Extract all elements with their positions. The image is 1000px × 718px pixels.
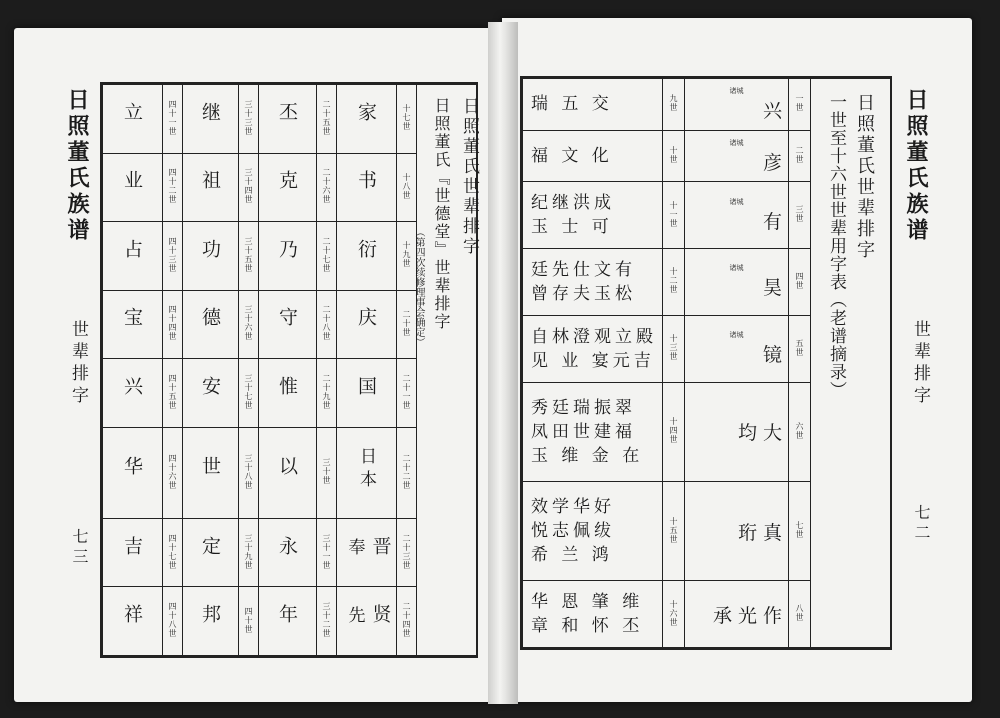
- header-note: （第四次续修理事会确定）: [413, 227, 424, 347]
- early-generation-characters: [685, 96, 788, 123]
- generation-cell: [663, 182, 685, 249]
- generation-cell: [239, 359, 259, 428]
- generation-character: 大: [762, 422, 782, 445]
- generation-character: 昊: [762, 277, 782, 300]
- generation-characters: 庆: [355, 307, 377, 337]
- origin-note: 诸城: [729, 86, 744, 95]
- generation-cell: [663, 315, 685, 382]
- character-cell: [183, 359, 239, 428]
- character-cell: [259, 518, 317, 587]
- right-generation-table: [522, 78, 891, 648]
- generation-cell: [397, 359, 417, 428]
- character-cell: [259, 427, 317, 518]
- generation-cell: [239, 427, 259, 518]
- early-generation-characters: [685, 207, 788, 234]
- generation-characters: 克: [276, 170, 298, 200]
- early-generation-characters: [685, 273, 788, 300]
- generation-label: 二十三世: [402, 533, 411, 570]
- generation-label: 十三世: [669, 334, 678, 362]
- generation-cell: [317, 587, 337, 656]
- note-cell: [685, 79, 789, 131]
- generation-characters: 德: [199, 307, 221, 337]
- generation-label: 一世: [795, 94, 804, 113]
- character-cell: [337, 518, 397, 587]
- right-side-subtitle: 世辈排字: [910, 320, 930, 408]
- generation-characters: 瑞 五 交: [531, 94, 613, 115]
- generation-cell: [317, 290, 337, 359]
- character-cell: [337, 222, 397, 291]
- generation-cell: [239, 153, 259, 222]
- generation-characters: 章 和 怀 丕: [531, 616, 644, 637]
- generation-cell: [663, 130, 685, 182]
- character-cell: [183, 222, 239, 291]
- generation-character: 兴: [762, 99, 782, 122]
- generation-characters: 宝: [121, 307, 143, 337]
- generation-characters: 效学华好: [531, 497, 615, 518]
- character-cell: [259, 85, 317, 154]
- generation-character: 均: [737, 422, 757, 445]
- generation-cell: [397, 153, 417, 222]
- generation-cell: [163, 427, 183, 518]
- left-side-subtitle: 世辈排字: [68, 320, 88, 408]
- generation-cell: [789, 382, 811, 481]
- generation-cell: [317, 518, 337, 587]
- generation-cell: [239, 290, 259, 359]
- generation-cell: [317, 427, 337, 518]
- generation-label: 二世: [795, 146, 804, 165]
- note-cell: [685, 315, 789, 382]
- generation-cell: [789, 182, 811, 249]
- generation-label: 二十八世: [322, 305, 331, 342]
- character-cell: [103, 359, 163, 428]
- generation-cell: [789, 581, 811, 648]
- generation-cell: [789, 249, 811, 316]
- generation-label: 四世: [795, 271, 804, 290]
- character-cell: [523, 481, 663, 580]
- character-cell: [103, 518, 163, 587]
- generation-characters: 见 业 宴元吉: [531, 350, 655, 371]
- generation-cell: [663, 79, 685, 131]
- generation-label: 五世: [795, 338, 804, 357]
- generation-label: 二十七世: [322, 236, 331, 273]
- origin-note: 诸城: [729, 138, 744, 147]
- generation-characters: 华: [121, 455, 143, 485]
- generation-characters-alt: 先: [344, 606, 365, 634]
- generation-label: 三十六世: [244, 305, 253, 342]
- generation-cell: [663, 481, 685, 580]
- generation-label: 四十二世: [168, 168, 177, 205]
- header-main: 日照董氏世辈排字: [854, 93, 875, 261]
- generation-label: 三十二世: [322, 602, 331, 639]
- generation-character: 光: [737, 604, 757, 627]
- generation-characters: 华 恩 肇 维: [531, 592, 644, 613]
- generation-character: 真: [762, 521, 782, 544]
- left-side-title: 日照董氏族谱: [64, 88, 90, 244]
- generation-label: 二十六世: [322, 168, 331, 205]
- generation-characters: 国: [355, 375, 377, 405]
- generation-cell: [163, 85, 183, 154]
- generation-cell: [789, 481, 811, 580]
- character-cell: [337, 587, 397, 656]
- generation-label: 四十一世: [168, 99, 177, 136]
- early-generation-characters: [685, 601, 788, 628]
- generation-characters: 功: [199, 238, 221, 268]
- generation-characters: 曾存夫玉松: [531, 283, 636, 304]
- generation-cell: [397, 427, 417, 518]
- generation-label: 十八世: [402, 172, 411, 200]
- character-cell: [103, 153, 163, 222]
- left-page-number: 七三: [70, 528, 89, 568]
- origin-note: 诸城: [729, 331, 744, 340]
- generation-label: 十一世: [669, 200, 678, 228]
- generation-label: 四十三世: [168, 236, 177, 273]
- generation-characters: 希 兰 鸿: [531, 545, 613, 566]
- generation-characters: 守: [276, 307, 298, 337]
- generation-label: 三世: [795, 205, 804, 224]
- generation-characters: 定: [199, 535, 221, 565]
- character-cell: [103, 85, 163, 154]
- generation-characters: 占: [121, 238, 143, 268]
- table-row: [523, 79, 891, 131]
- early-generation-characters: [685, 418, 788, 445]
- header-sub: 一世至十六世世辈用字表（老谱摘录）: [826, 93, 846, 399]
- generation-label: 三十三世: [244, 99, 253, 136]
- right-page-number: 七二: [912, 504, 931, 544]
- generation-label: 四十七世: [168, 533, 177, 570]
- character-cell: [259, 587, 317, 656]
- character-cell: [183, 587, 239, 656]
- generation-characters: 廷先仕文有: [531, 259, 636, 280]
- generation-characters: 凤田世建福: [531, 421, 636, 442]
- generation-cell: [163, 290, 183, 359]
- note-cell: [685, 182, 789, 249]
- generation-cell: [317, 359, 337, 428]
- character-cell: [337, 85, 397, 154]
- generation-cell: [163, 359, 183, 428]
- generation-characters: 家: [355, 101, 377, 131]
- character-cell: [183, 518, 239, 587]
- generation-cell: [239, 587, 259, 656]
- generation-cell: [163, 153, 183, 222]
- generation-characters: 立: [121, 101, 143, 131]
- generation-cell: [663, 382, 685, 481]
- character-cell: [183, 153, 239, 222]
- character-cell: [337, 290, 397, 359]
- generation-label: 三十世: [322, 458, 331, 486]
- generation-cell: [663, 581, 685, 648]
- generation-characters: 继: [199, 101, 221, 131]
- generation-label: 八世: [795, 604, 804, 623]
- generation-cell: [663, 249, 685, 316]
- left-table-frame: [100, 82, 478, 658]
- character-cell: [103, 587, 163, 656]
- generation-character: 珩: [737, 521, 757, 544]
- generation-label: 七世: [795, 521, 804, 540]
- origin-note: 诸城: [729, 264, 744, 273]
- early-generation-characters: [685, 148, 788, 175]
- generation-characters: 以: [276, 455, 298, 485]
- character-cell: [523, 249, 663, 316]
- generation-cell: [163, 587, 183, 656]
- character-cell: [183, 427, 239, 518]
- generation-characters: 自林澄观立殿: [531, 326, 657, 347]
- generation-characters: 兴: [121, 375, 143, 405]
- generation-character: 彦: [762, 151, 782, 174]
- note-cell: [685, 481, 789, 580]
- generation-cell: [163, 222, 183, 291]
- generation-characters: 邦: [199, 604, 221, 634]
- character-cell: [337, 359, 397, 428]
- generation-characters: 业: [121, 170, 143, 200]
- generation-label: 三十八世: [244, 453, 253, 490]
- generation-cell: [397, 85, 417, 154]
- generation-characters: 永: [276, 535, 298, 565]
- right-side-title: 日照董氏族谱: [903, 88, 929, 244]
- character-cell: [523, 315, 663, 382]
- generation-characters: 乃: [276, 238, 298, 268]
- generation-label: 四十五世: [168, 373, 177, 410]
- right-table-frame: [520, 76, 892, 650]
- generation-cell: [317, 222, 337, 291]
- early-generation-characters: [685, 518, 788, 545]
- generation-character: 镜: [762, 344, 782, 367]
- character-cell: [103, 222, 163, 291]
- character-cell: [259, 359, 317, 428]
- generation-label: 二十四世: [402, 602, 411, 639]
- note-cell: [685, 130, 789, 182]
- generation-label: 十九世: [402, 241, 411, 269]
- generation-characters: 秀廷瑞振翠: [531, 397, 636, 418]
- generation-label: 三十一世: [322, 533, 331, 570]
- character-cell: [259, 222, 317, 291]
- origin-note: 诸城: [729, 197, 744, 206]
- generation-characters: 玉 维 金 在: [531, 445, 644, 466]
- generation-label: 三十四世: [244, 168, 253, 205]
- header-main: 日照董氏世辈排字: [459, 97, 479, 257]
- character-cell: [103, 290, 163, 359]
- generation-label: 十四世: [669, 417, 678, 445]
- table-row: [103, 85, 477, 154]
- generation-characters: 世: [199, 455, 221, 485]
- book-gutter: [488, 22, 518, 704]
- generation-label: 四十世: [244, 606, 253, 634]
- generation-label: 九世: [669, 94, 678, 113]
- generation-characters: 晋: [369, 535, 392, 565]
- character-cell: [259, 290, 317, 359]
- generation-label: 十二世: [669, 267, 678, 295]
- character-cell: [523, 130, 663, 182]
- right-table-header: [811, 79, 891, 648]
- character-cell: [337, 427, 397, 518]
- generation-label: 四十六世: [168, 453, 177, 490]
- generation-characters: 丕: [276, 101, 298, 131]
- character-cell: [183, 290, 239, 359]
- character-cell: [523, 182, 663, 249]
- generation-label: 十六世: [669, 599, 678, 627]
- character-cell: [523, 79, 663, 131]
- generation-cell: [397, 518, 417, 587]
- generation-characters: 惟: [276, 375, 298, 405]
- generation-characters: 纪继洪成: [531, 193, 615, 214]
- generation-label: 四十八世: [168, 602, 177, 639]
- generation-label: 三十七世: [244, 373, 253, 410]
- character-cell: [259, 153, 317, 222]
- generation-characters: 玉 士 可: [531, 217, 613, 238]
- generation-characters: 书: [355, 170, 377, 200]
- generation-label: 三十五世: [244, 236, 253, 273]
- generation-cell: [789, 315, 811, 382]
- generation-cell: [239, 85, 259, 154]
- early-generation-characters: [685, 340, 788, 367]
- generation-characters: 祥: [121, 604, 143, 634]
- generation-label: 二十一世: [402, 373, 411, 410]
- generation-label: 三十九世: [244, 533, 253, 570]
- generation-characters: 贤: [369, 604, 392, 634]
- character-cell: [523, 382, 663, 481]
- generation-label: 十五世: [669, 516, 678, 544]
- generation-label: 二十世: [402, 309, 411, 337]
- note-cell: [685, 382, 789, 481]
- generation-characters: 年: [276, 604, 298, 634]
- generation-label: 二十九世: [322, 373, 331, 410]
- generation-cell: [789, 79, 811, 131]
- generation-characters: 悦志佩绂: [531, 521, 615, 542]
- generation-cell: [163, 518, 183, 587]
- generation-characters: 吉: [121, 535, 143, 565]
- generation-characters: 福 文 化: [531, 146, 613, 167]
- generation-cell: [317, 85, 337, 154]
- generation-label: 二十二世: [402, 453, 411, 490]
- character-cell: [337, 153, 397, 222]
- generation-label: 六世: [795, 421, 804, 440]
- generation-cell: [789, 130, 811, 182]
- character-cell: [103, 427, 163, 518]
- generation-character: 作: [762, 604, 782, 627]
- generation-label: 十七世: [402, 104, 411, 132]
- generation-characters: 安: [199, 375, 221, 405]
- generation-characters: 衍: [355, 238, 377, 268]
- note-cell: [685, 249, 789, 316]
- generation-label: 十世: [669, 146, 678, 165]
- generation-label: 四十四世: [168, 305, 177, 342]
- generation-characters-alt: 奉: [344, 537, 365, 565]
- character-cell: [183, 85, 239, 154]
- generation-characters: 日本: [356, 447, 376, 494]
- generation-label: 二十五世: [322, 99, 331, 136]
- generation-character: 承: [712, 604, 732, 627]
- generation-character: 有: [762, 210, 782, 233]
- left-table-header: [413, 85, 479, 656]
- generation-cell: [239, 518, 259, 587]
- character-cell: [523, 581, 663, 648]
- left-generation-table: [102, 84, 477, 656]
- note-cell: [685, 581, 789, 648]
- generation-characters: 祖: [199, 170, 221, 200]
- generation-cell: [317, 153, 337, 222]
- generation-cell: [239, 222, 259, 291]
- generation-cell: [397, 587, 417, 656]
- header-sub: 日照董氏『世德堂』世辈排字: [432, 97, 451, 331]
